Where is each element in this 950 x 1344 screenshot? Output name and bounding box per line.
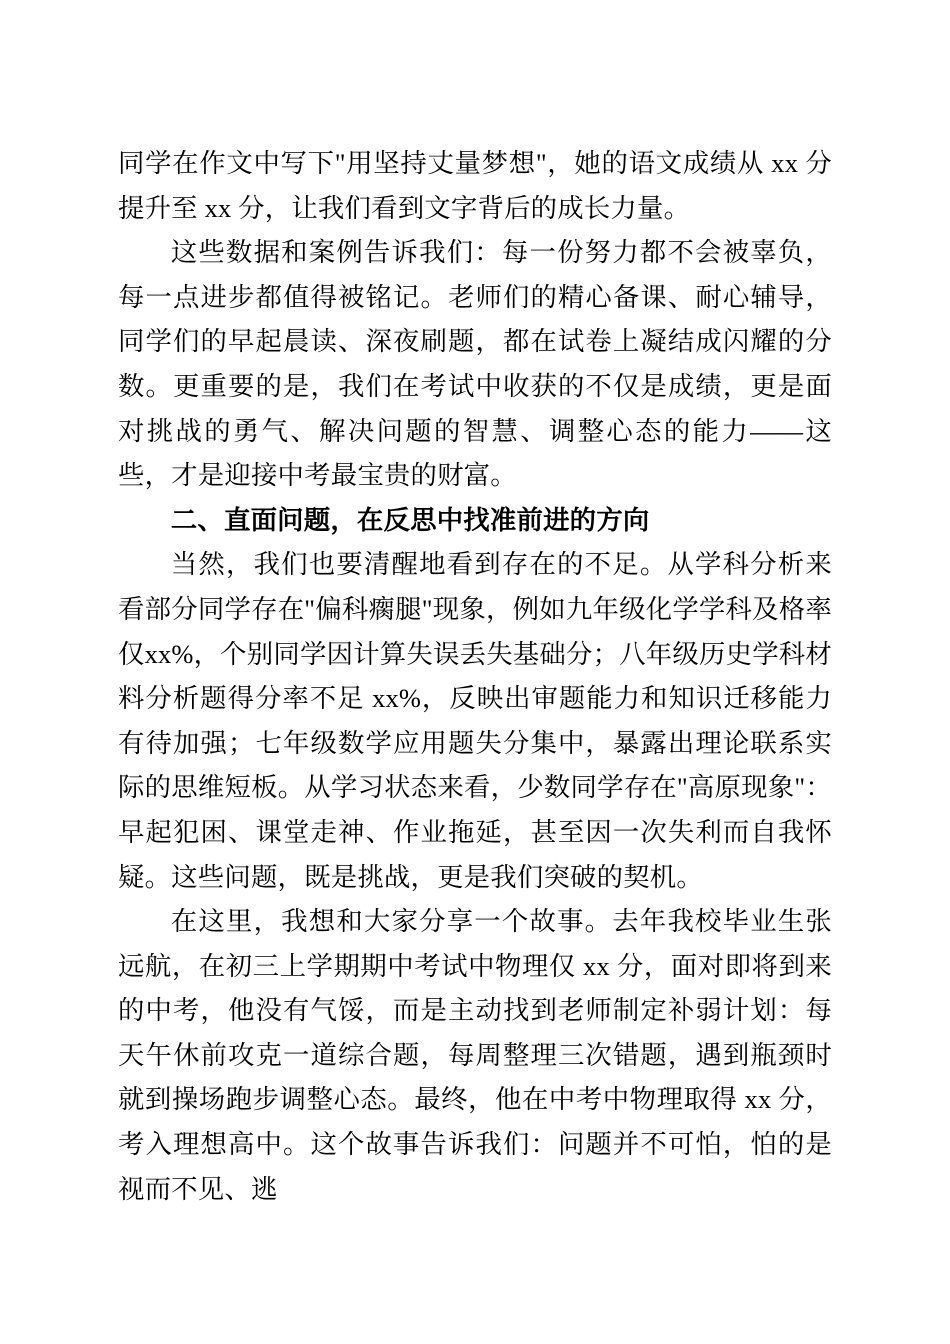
document-body [118, 141, 832, 1211]
paragraph: 在这里，我想和大家分享一个故事。去年我校毕业生张远航，在初三上学期期中考试中物理仅 xx 分，面对即将到来的中考，他没有气馁，而是主动找到老师制定补弱计划：每天午休前攻克一道综合题，每周整理三次错题，遇到瓶颈时就到操场跑步调整心态。最终，他在中考中物理取得 xx 分，考入理想高中。这个故事告诉我们：问题并不可怕，怕的是视而不见、逃 [118, 906, 832, 1204]
paragraph: 这些数据和案例告诉我们：每一份努力都不会被辜负，每一点进步都值得被铭记。老师们的精心备课、耐心辅导，同学们的早起晨读、深夜刷题，都在试卷上凝结成闪耀的分数。更重要的是，我们在考试中收获的不仅是成绩，更是面对挑战的勇气、解决问题的智慧、调整心态的能力——这些，才是迎接中考最宝贵的财富。 [118, 237, 832, 491]
section-heading: 二、直面问题，在反思中找准前进的方向 [170, 504, 650, 535]
paragraph-continuation: 同学在作文中写下"用坚持丈量梦想"，她的语文成绩从 xx 分提升至 xx 分，让我们看到文字背后的成长力量。 [118, 148, 832, 223]
paragraph: 当然，我们也要清醒地看到存在的不足。从学科分析来看部分同学存在"偏科瘸腿"现象，例如九年级化学学科及格率仅xx%，个别同学因计算失误丢失基础分；八年级历史学科材料分析题得分率不足 xx%，反映出审题能力和知识迁移能力有待加强；七年级数学应用题失分集中，暴露出理论联系实际的思维短板。从学习状态来看，少数同学存在"高原现象"：早起犯困、课堂走神、作业拖延，甚至因一次失利而自我怀疑。这些问题，既是挑战，更是我们突破的契机。 [118, 549, 832, 892]
